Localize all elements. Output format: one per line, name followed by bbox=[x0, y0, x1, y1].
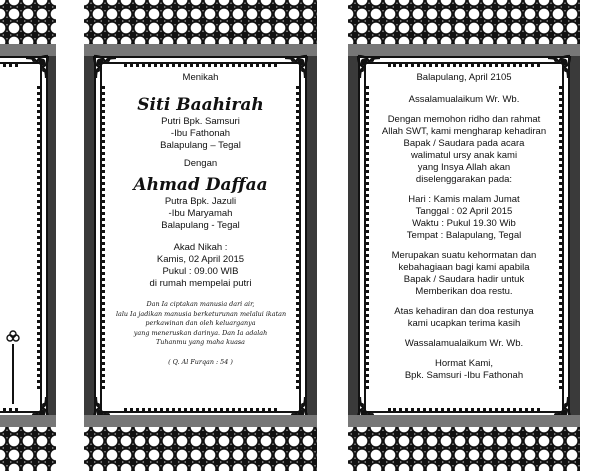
decorative-border-right bbox=[37, 86, 40, 389]
floral-corner-icon bbox=[24, 54, 50, 80]
opening-line: Dengan memohon ridho dan rahmat bbox=[387, 114, 541, 125]
honor-line: Bapak / Saudara hadir untuk bbox=[403, 274, 525, 285]
verse-citation: ( Q. Al Furqan : 54 ) bbox=[168, 357, 233, 366]
decorative-border-top bbox=[124, 64, 277, 67]
verse-line: lalu Ia jadikan manusia berketurunan melalui ikatan bbox=[116, 309, 287, 318]
opening-line: walimatul ursy anak kami bbox=[410, 150, 518, 161]
grey-band-bottom bbox=[0, 415, 56, 427]
verse-line: Dan Ia ciptakan manusia dari air, bbox=[146, 300, 255, 308]
honor-line: kebahagiaan bagi kami apabila bbox=[398, 262, 530, 273]
akad-time: Pukul : 09.00 WIB bbox=[162, 266, 239, 277]
decorative-border-left bbox=[366, 86, 369, 389]
honor-line: Merupakan suatu kehormatan dan bbox=[391, 250, 537, 261]
top-pattern-band bbox=[84, 0, 317, 44]
bride-parents-line2: -Ibu Fathonah bbox=[170, 128, 231, 139]
grey-band-bottom bbox=[348, 415, 580, 427]
top-pattern-band bbox=[0, 0, 56, 44]
signature: Bpk. Samsuri -Ibu Fathonah bbox=[404, 370, 524, 381]
right-card-content bbox=[374, 72, 554, 382]
grey-band-bottom bbox=[84, 415, 317, 427]
floral-corner-icon bbox=[92, 54, 118, 80]
thanks-line: Atas kehadiran dan doa restunya bbox=[394, 306, 534, 317]
middle-card-content bbox=[116, 72, 285, 367]
opening-line: yang Insya Allah akan bbox=[417, 162, 511, 173]
closing: Wassalamualaikum Wr. Wb. bbox=[404, 338, 524, 349]
greeting: Assalamualaikum Wr. Wb. bbox=[408, 94, 520, 105]
bride-name: Siti Baahirah bbox=[137, 95, 264, 115]
decorative-border-right bbox=[559, 86, 562, 389]
decorative-border-right bbox=[296, 86, 299, 389]
right-invitation-panel bbox=[348, 0, 580, 471]
event-place: Tempat : Balapulang, Tegal bbox=[406, 230, 522, 241]
decorative-border-top bbox=[0, 64, 18, 67]
middle-card bbox=[94, 56, 307, 419]
akad-date: Kamis, 02 April 2015 bbox=[156, 254, 245, 265]
event-time: Waktu : Pukul 19.30 Wib bbox=[412, 218, 516, 229]
decorative-border-left bbox=[102, 86, 105, 389]
bottom-pattern-band bbox=[348, 427, 580, 471]
middle-invitation-panel bbox=[84, 0, 317, 471]
verse-line: perkawinan dan oleh keluarganya bbox=[145, 319, 256, 327]
place-date: Balapulang, April 2105 bbox=[416, 72, 512, 83]
groom-address: Balapulang - Tegal bbox=[161, 220, 240, 231]
event-day: Hari : Kamis malam Jumat bbox=[408, 194, 520, 205]
bottom-pattern-band bbox=[84, 427, 317, 471]
decorative-border-top bbox=[388, 64, 540, 67]
opening-line: Allah SWT, kami mengharap kehadiran bbox=[381, 126, 547, 137]
honor-line: Memberikan doa restu. bbox=[415, 286, 513, 297]
groom-name: Ahmad Daffaa bbox=[133, 175, 268, 195]
flower-stem bbox=[12, 344, 14, 404]
groom-parents-line1: Putra Bpk. Jazuli bbox=[164, 196, 237, 207]
thanks-line: kami ucapkan terima kasih bbox=[407, 318, 521, 329]
flower-icon bbox=[6, 330, 20, 344]
decorative-border-bottom bbox=[388, 408, 540, 411]
floral-corner-icon bbox=[283, 54, 309, 80]
bride-address: Balapulang – Tegal bbox=[160, 140, 241, 151]
bottom-pattern-band bbox=[0, 427, 56, 471]
opening-line: Bapak / Saudara pada acara bbox=[403, 138, 525, 149]
left-invitation-panel bbox=[0, 0, 56, 471]
akad-title: Akad Nikah : bbox=[173, 242, 228, 253]
bride-parents-line1: Putri Bpk. Samsuri bbox=[161, 116, 240, 127]
opening-line: diselenggarakan pada: bbox=[415, 174, 513, 185]
top-pattern-band bbox=[348, 0, 580, 44]
verse-line: yang meneruskan darinya. Dan Ia adalah bbox=[133, 328, 268, 337]
heading: Menikah bbox=[182, 72, 219, 83]
left-card bbox=[0, 56, 48, 419]
akad-place: di rumah mempelai putri bbox=[149, 278, 252, 289]
event-date: Tanggal : 02 April 2015 bbox=[415, 206, 513, 217]
decorative-border-bottom bbox=[0, 408, 18, 411]
sign-title: Hormat Kami, bbox=[434, 358, 494, 369]
connector: Dengan bbox=[183, 158, 218, 169]
verse-line: Tuhanmu yang maha kuasa bbox=[155, 338, 245, 346]
decorative-border-bottom bbox=[124, 408, 277, 411]
groom-parents-line2: -Ibu Maryamah bbox=[168, 208, 233, 219]
right-card bbox=[358, 56, 570, 419]
